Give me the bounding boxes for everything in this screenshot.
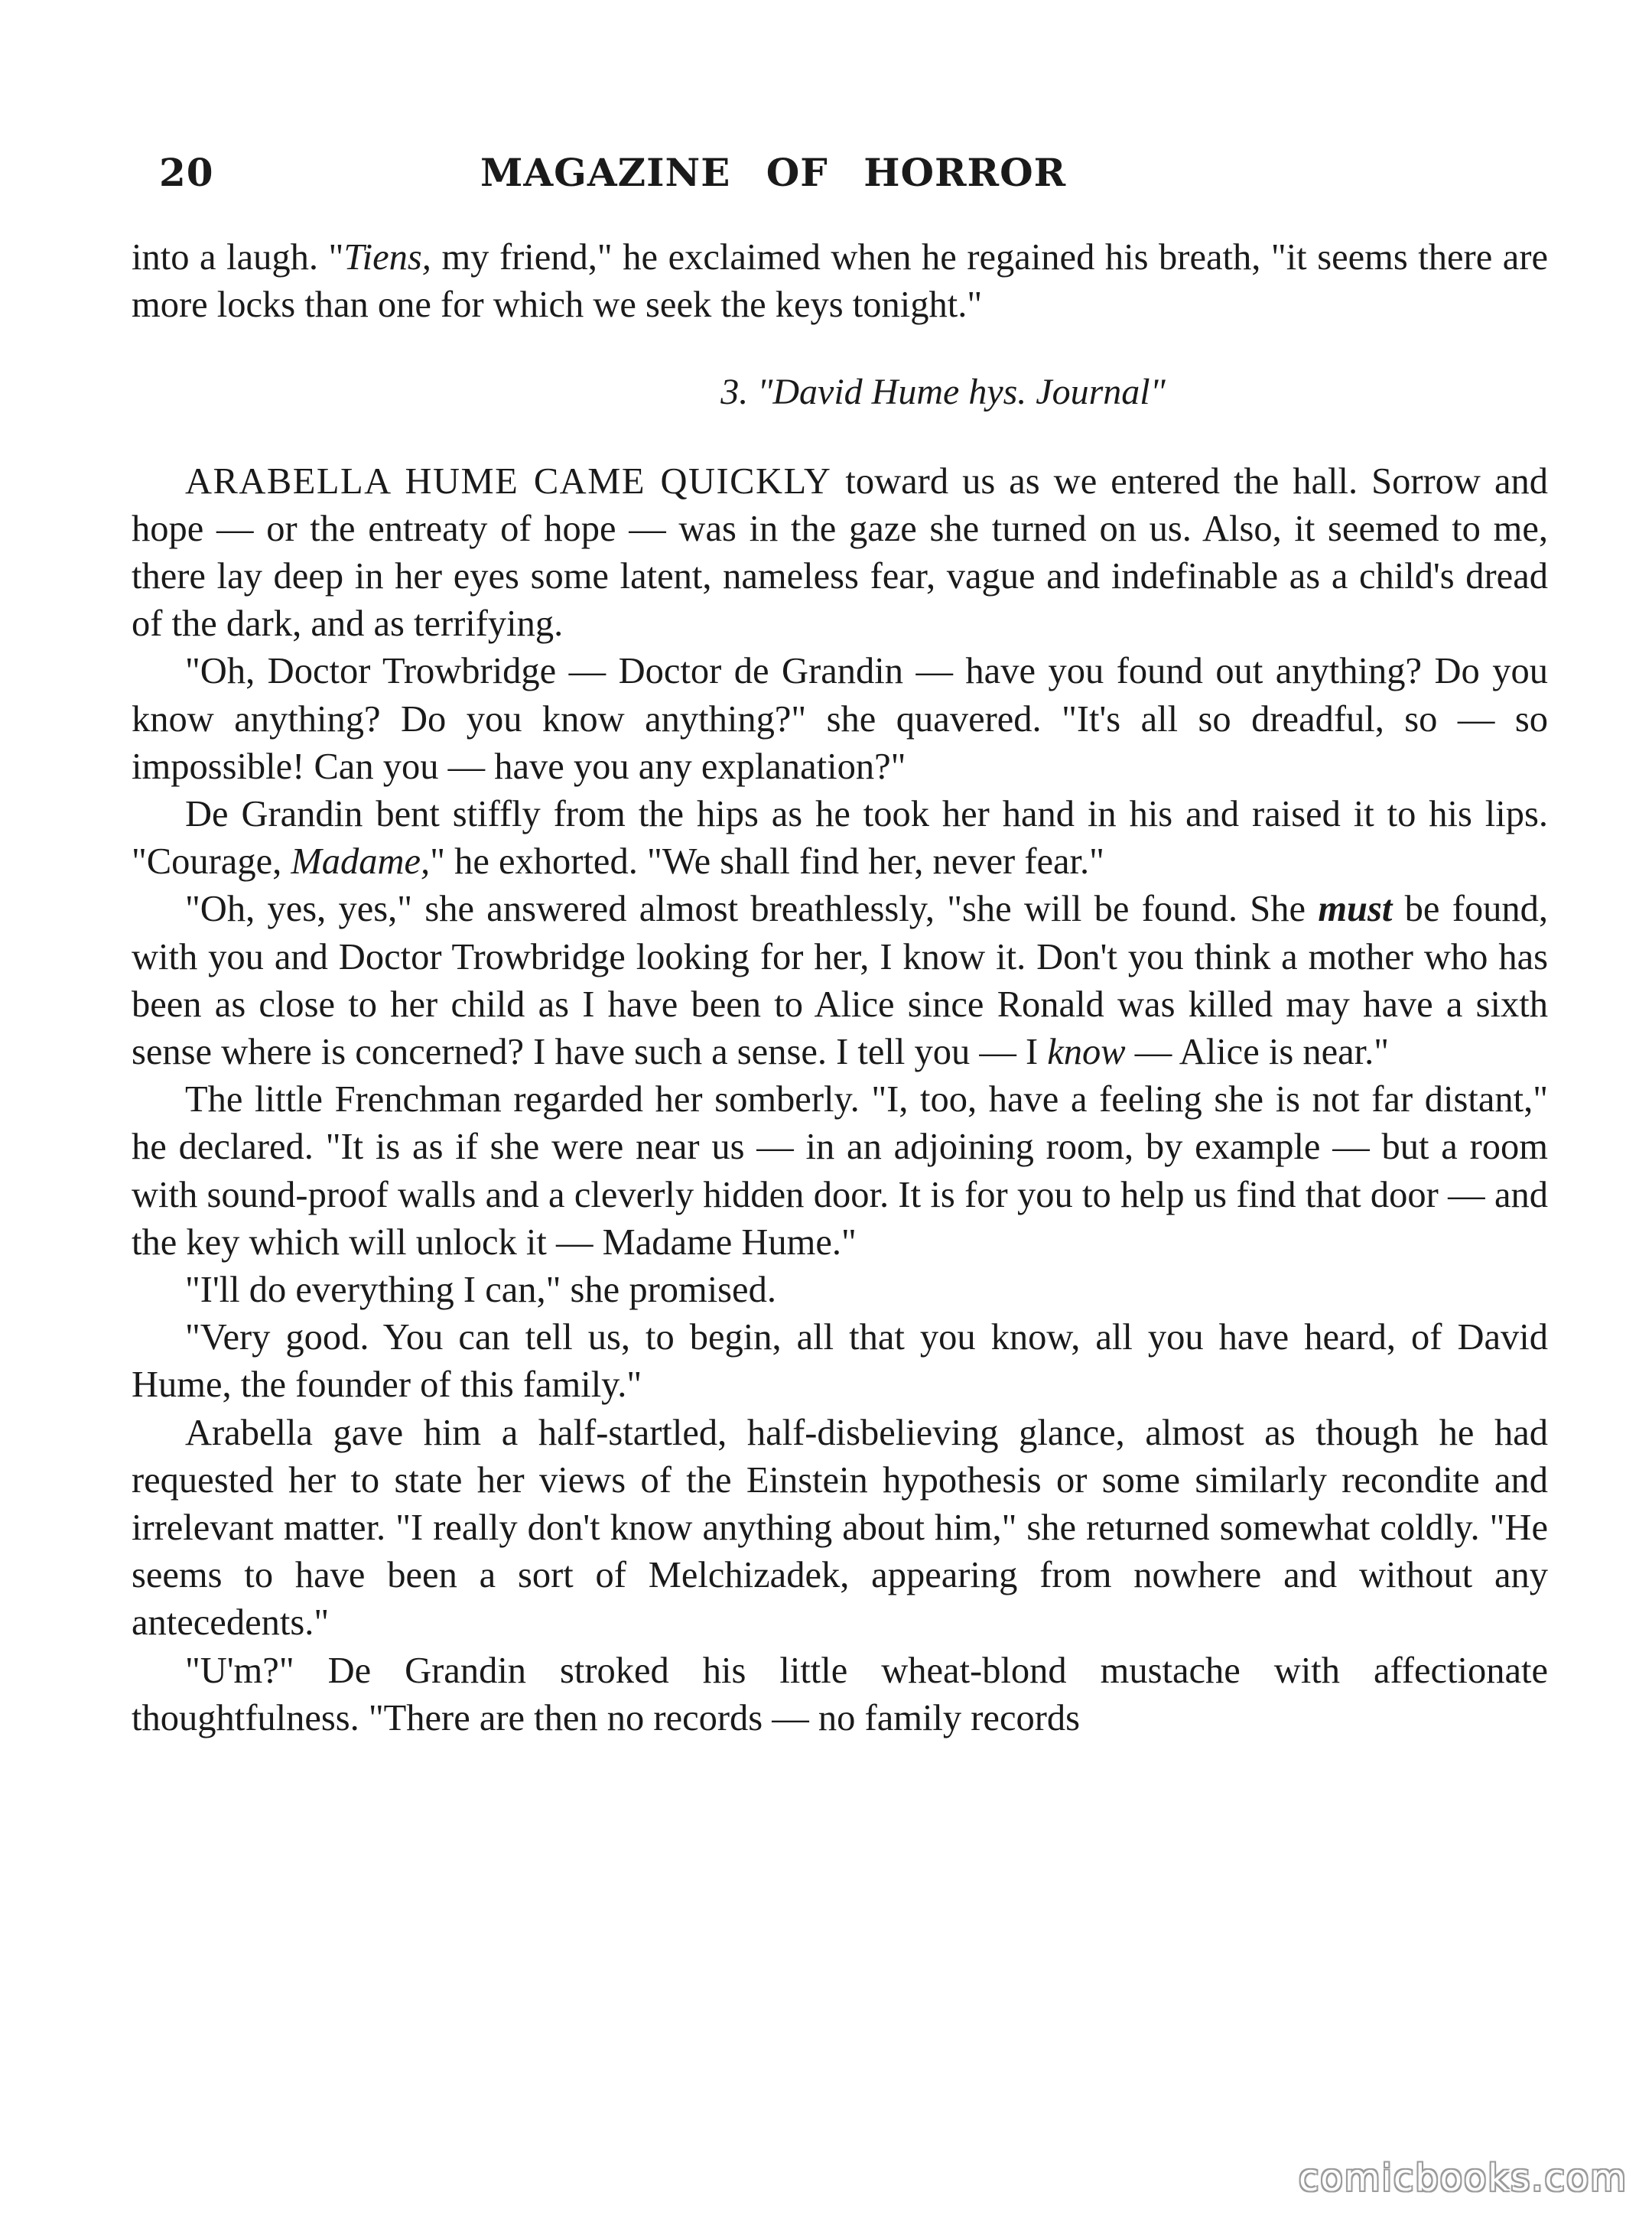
page-number: 20 [159, 150, 214, 195]
small-caps-lead: ARABELLA HUME CAME QUICKLY [185, 460, 832, 502]
paragraph: Arabella gave him a half-startled, half-disbelieving glance, almost as though he had requested her to state her views of the Einstein hypothesis or some similarly recondite and irrelevant matter. "I really don't know anything about him," she returned somewhat coldly. "He seems to have been a sort of Melchizadek, appearing from nowhere and without any antecedents." [132, 1412, 1548, 1644]
paragraph: The little Frenchman regarded her somberly. "I, too, have a feeling she is not far distant," he declared. "It is as if she were near us — in an adjoining room, by example — but a room with sound-proof walls and a cleverly hidden door. It is for you to help us find that door — and the key which will unlock it — Madame Hume." [132, 1079, 1548, 1263]
paragraph: "Very good. You can tell us, to begin, all that you know, all you have heard, of David Hume, the founder of this family." [132, 1317, 1548, 1406]
paragraph: ARABELLA HUME CAME QUICKLY toward us as we entered the hall. Sorrow and hope — or the entreaty of hope — was in the gaze she turned on us. Also, it seemed to me, there lay deep in her eyes some latent, nameless fear, vague and indefinable as a child's dread of the dark, and as terrifying. [132, 460, 1548, 645]
paragraph: De Grandin bent stiffly from the hips as he took her hand in his and raised it to his lips. "Courage, Madame," he exhorted. "We shall find her, never fear." [132, 794, 1548, 883]
paragraph: "U'm?" De Grandin stroked his little wheat-blond mustache with affectionate thoughtfulness. "There are then no records — no family records [132, 1650, 1548, 1738]
paragraph: "Oh, yes, yes," she answered almost breathlessly, "she will be found. She must be found, with you and Doctor Trowbridge looking for her, I know it. Don't you think a mother who has been as close to her child as I have been to Alice since Ronald was killed may have a sixth sense where is concerned? I have such a sense. I tell you — I know — Alice is near." [132, 889, 1548, 1073]
paragraph: "Oh, Doctor Trowbridge — Doctor de Grandin — have you found out anything? Do you know anything? Do you know anything?" she quavered. "It's all so dreadful, so — so impossible! Can you — have you any explanation?" [132, 651, 1548, 787]
running-title: MAGAZINE OF HORROR [480, 150, 1067, 195]
section-heading: 3. "David Hume hys. Journal" [720, 372, 1166, 413]
paragraph: "I'll do everything I can," she promised. [185, 1270, 776, 1311]
story-text [132, 234, 1548, 1742]
watermark: comicbooks.com [1298, 2157, 1628, 2200]
paragraph: into a laugh. "Tiens, my friend," he exclaimed when he regained his breath, "it seems there are more locks than one for which we seek the keys tonight." [132, 237, 1548, 326]
